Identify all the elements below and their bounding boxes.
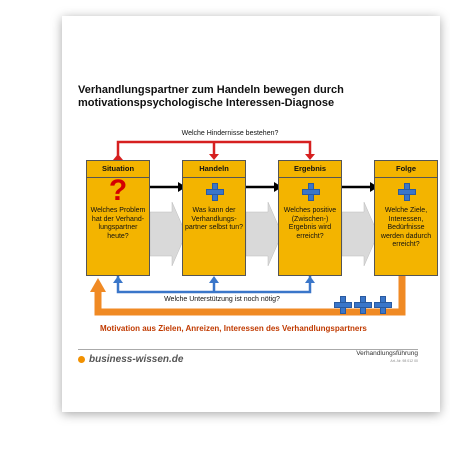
- gray-arrow-3: [342, 202, 378, 266]
- plus-icon: [354, 296, 372, 314]
- plus-icon: [302, 183, 320, 201]
- bottom-question-label: Welche Unterstützung ist noch nötig?: [164, 296, 280, 303]
- box-text-folge: Welche Ziele, Interessen, Bedürfnisse werden dadurch erreicht?: [380, 207, 432, 248]
- plus-icon: [374, 296, 392, 314]
- plus-icon: [398, 183, 416, 201]
- article-number: Art.-Nr. 98 012 00: [390, 359, 418, 363]
- box-ergebnis: [278, 160, 342, 276]
- gray-arrow-2: [246, 202, 282, 266]
- box-folge: [374, 160, 438, 276]
- box-header-ergebnis: Ergebnis: [279, 161, 341, 178]
- gray-arrow-1: [150, 202, 186, 266]
- logo-text: business-wissen.de: [89, 354, 184, 365]
- plus-icon: [334, 296, 352, 314]
- plus-icon: [206, 183, 224, 201]
- brand-logo: [78, 354, 183, 365]
- motivation-label: Motivation aus Zielen, Anreizen, Interessen des Verhandlungspartners: [100, 324, 367, 333]
- title-line-1: Verhandlungspartner zum Handeln bewegen durch: [78, 84, 344, 96]
- title-line-2: motivationspsychologische Interessen-Diagnose: [78, 97, 335, 109]
- box-header-folge: Folge: [375, 161, 437, 178]
- top-question-label: Welche Hindernisse bestehen?: [181, 130, 279, 137]
- box-header-handeln: Handeln: [183, 161, 245, 178]
- box-situation: [86, 160, 150, 276]
- question-mark-icon: ?: [108, 174, 128, 207]
- logo-dot-icon: [78, 356, 85, 363]
- box-text-handeln: Was kann der Verhandlungs-partner selbst tun?: [185, 207, 243, 231]
- document-name: Verhandlungsführung: [356, 350, 418, 357]
- box-text-situation: Welches Problem hat der Verhand-lungspartner heute?: [90, 207, 146, 240]
- box-handeln: [182, 160, 246, 276]
- box-text-ergebnis: Welches positive (Zwischen-) Ergebnis wird erreicht?: [283, 207, 337, 240]
- box-header-situation: Situation: [87, 161, 149, 178]
